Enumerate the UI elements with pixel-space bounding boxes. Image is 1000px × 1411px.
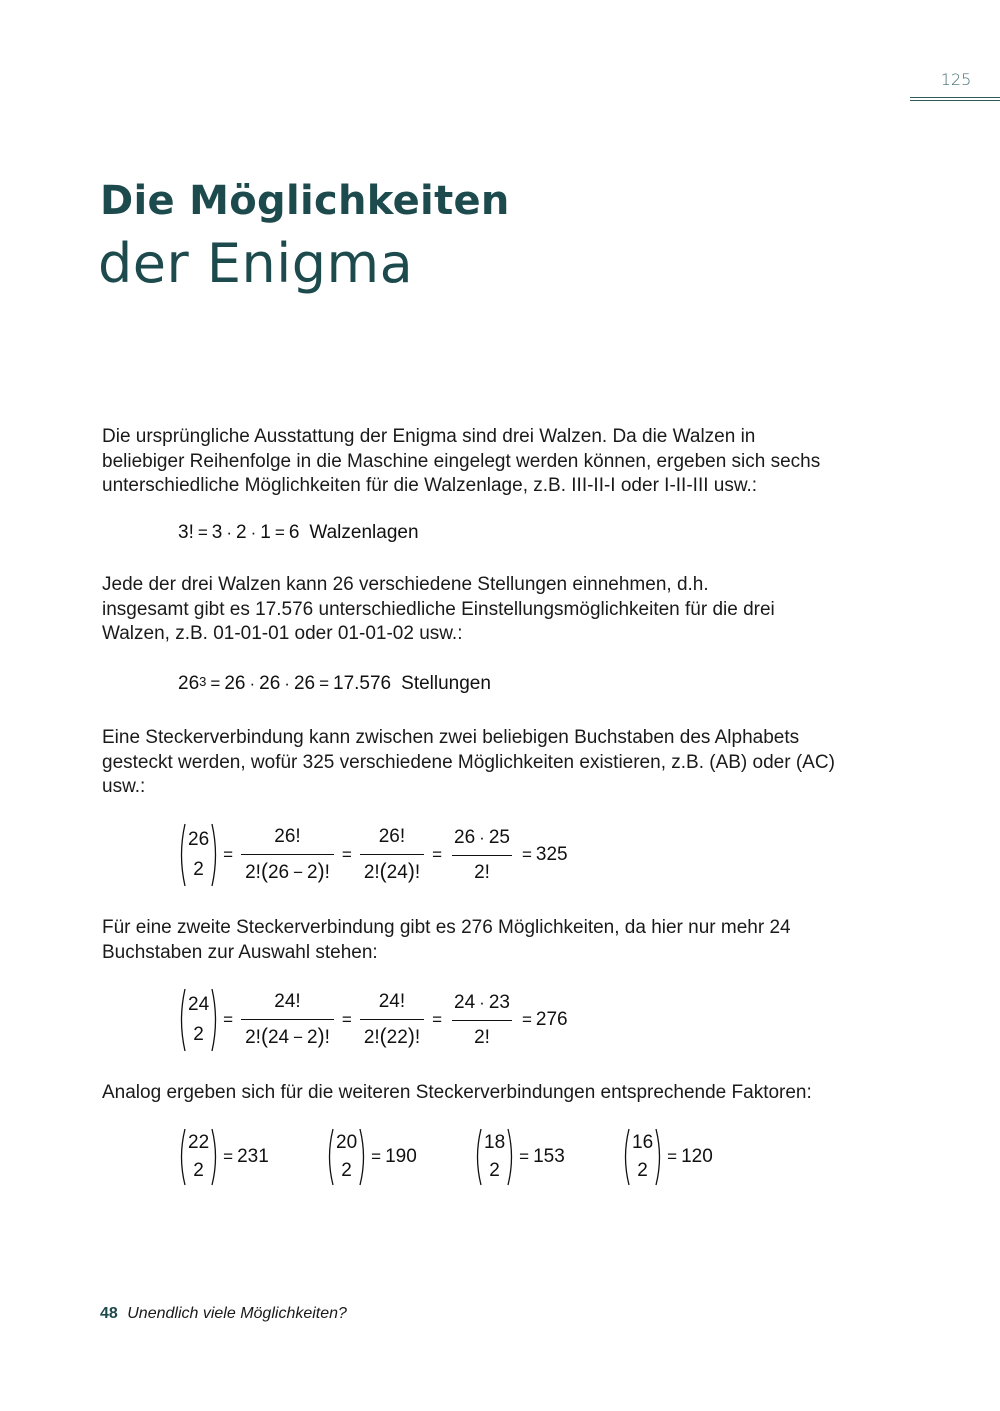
binomial-top: 16 — [632, 1132, 654, 1153]
formula-term: 26 — [178, 673, 200, 694]
fraction-denominator: 2!(26 − 2)! — [241, 854, 334, 888]
binomial-coefficient — [178, 988, 219, 1052]
fraction-denominator: 2!(24)! — [360, 854, 424, 888]
left-paren-icon — [622, 1128, 630, 1186]
binomial-bottom: 2 — [341, 1160, 352, 1181]
formula-stellungen — [178, 673, 491, 695]
binomial-result: 231 — [237, 1146, 269, 1167]
right-paren-icon — [507, 1128, 515, 1186]
binomial-result: 120 — [681, 1146, 713, 1167]
left-paren-icon — [326, 1128, 334, 1186]
formula-result: 276 — [535, 1009, 568, 1030]
binomial-top: 18 — [484, 1132, 506, 1153]
footer-page-number: 48 — [100, 1305, 118, 1322]
den-term: 24 — [386, 862, 408, 883]
fraction-denominator: 2! — [452, 1020, 512, 1053]
left-paren-icon — [178, 1128, 186, 1186]
formula-term: 1 — [260, 522, 271, 543]
formula-result: 6 — [288, 522, 300, 543]
equals-sign: = — [223, 845, 234, 864]
binomial-bottom: 2 — [637, 1160, 648, 1181]
equals-sign: = — [210, 674, 221, 693]
formula-term: 26 — [224, 673, 246, 694]
equals-sign: = — [341, 1010, 352, 1029]
page-number-rule-top — [910, 97, 1000, 98]
fraction-numerator: 26 · 25 — [454, 826, 510, 848]
product-term: 24 — [454, 991, 476, 1013]
equals-sign: = — [223, 1147, 234, 1166]
paragraph-line: gesteckt werden, wofür 325 verschiedene Möglichkeiten existieren, z.B. (AB) oder (AC) — [102, 751, 835, 773]
binomial-20 — [326, 1128, 474, 1186]
paragraph-steckerverbindung — [102, 726, 902, 800]
binomial-result: 153 — [533, 1146, 565, 1167]
binomial-top: 22 — [188, 1132, 210, 1153]
paragraph-line: usw.: — [102, 776, 146, 797]
fraction — [360, 822, 424, 888]
den-term: 2 — [307, 862, 318, 883]
fraction-denominator: 2!(22)! — [360, 1019, 424, 1053]
page-number-rule-bottom — [910, 100, 1000, 101]
binomial-bottom: 2 — [193, 1160, 204, 1181]
equals-sign: = — [519, 1147, 530, 1166]
paragraph-analog — [102, 1081, 902, 1106]
binomial-result: 190 — [385, 1146, 417, 1167]
equals-sign: = — [274, 523, 285, 542]
right-paren-icon — [655, 1128, 663, 1186]
multiply-dot: · — [250, 523, 257, 542]
binomial-bottom: 2 — [193, 859, 204, 880]
fraction-numerator: 26! — [378, 826, 406, 847]
fraction — [241, 987, 334, 1053]
den-term: 24 — [267, 1027, 290, 1048]
product-term: 23 — [488, 991, 510, 1013]
paragraph-line: Für eine zweite Steckerverbindung gibt es 276 Möglichkeiten, da hier nur mehr 24 — [102, 917, 791, 938]
fraction-denominator: 2! — [452, 855, 512, 888]
paragraph-line: Die ursprüngliche Ausstattung der Enigma sind drei Walzen. Da die Walzen in — [102, 426, 756, 447]
left-paren-icon — [474, 1128, 482, 1186]
den-factorial: 2! — [245, 1027, 261, 1048]
formula-term: 26 — [259, 673, 281, 694]
fraction — [450, 988, 514, 1053]
formula-term: 3 — [211, 522, 223, 543]
equals-sign: = — [521, 845, 532, 864]
den-factorial: 2! — [363, 1027, 380, 1048]
fraction — [450, 823, 514, 888]
paragraph-stellungen — [102, 573, 902, 647]
formula-term: 3! — [178, 522, 194, 543]
equals-sign: = — [319, 674, 330, 693]
binomial-top: 24 — [188, 994, 210, 1015]
multiply-dot: · — [284, 674, 290, 693]
equals-sign: = — [432, 845, 443, 864]
equals-sign: = — [521, 1010, 532, 1029]
fraction — [360, 987, 424, 1053]
formula-unit: Walzenlagen — [309, 522, 419, 543]
formula-binomial-24 — [178, 987, 568, 1053]
equals-sign: = — [432, 1010, 443, 1029]
paragraph-zweite-steckerverbindung — [102, 916, 902, 965]
formula-unit: Stellungen — [401, 673, 491, 694]
formula-binomial-26 — [178, 822, 568, 888]
fraction-numerator: 26! — [274, 826, 301, 847]
right-paren-icon — [211, 823, 219, 887]
formula-term: 2 — [236, 522, 247, 543]
paragraph-line: insgesamt gibt es 17.576 unterschiedliche Einstellungsmöglichkeiten für die drei — [102, 598, 775, 620]
binomial-bottom: 2 — [193, 1024, 204, 1045]
formula-row-binomials — [178, 1128, 713, 1186]
den-term: 22 — [386, 1027, 408, 1048]
paragraph-line: unterschiedliche Möglichkeiten für die Walzenlage, z.B. III-II-I oder I-II-III usw.: — [102, 475, 758, 496]
multiply-dot: · — [249, 674, 256, 693]
right-paren-icon — [211, 1128, 219, 1186]
paragraph-line: Jede der drei Walzen kann 26 verschiedene Stellungen einnehmen, d.h. — [102, 574, 709, 595]
equals-sign: = — [667, 1147, 678, 1166]
paragraph-line: Analog ergeben sich für die weiteren Steckerverbindungen entsprechende Faktoren: — [102, 1082, 812, 1103]
binomial-22 — [178, 1128, 326, 1186]
fraction-numerator: 24! — [274, 991, 301, 1012]
footer-chapter-title: Unendlich viele Möglichkeiten? — [127, 1305, 347, 1322]
binomial-16 — [622, 1128, 713, 1186]
den-factorial: 2! — [245, 862, 261, 883]
title-light: der Enigma — [98, 232, 414, 295]
page-number: 125 — [940, 70, 972, 89]
left-paren-icon — [178, 823, 186, 887]
binomial-top: 20 — [336, 1132, 358, 1153]
paragraph-line: Walzen, z.B. 01-01-01 oder 01-01-02 usw.: — [102, 623, 463, 644]
paragraph-line: Buchstaben zur Auswahl stehen: — [102, 941, 378, 963]
equals-sign: = — [223, 1010, 234, 1029]
paragraph-line: beliebiger Reihenfolge in die Maschine eingelegt werden können, ergeben sich sechs — [102, 450, 821, 472]
left-paren-icon — [178, 988, 186, 1052]
binomial-bottom: 2 — [489, 1160, 500, 1181]
binomial-coefficient — [178, 823, 219, 887]
fraction-denominator: 2!(24 − 2)! — [241, 1019, 334, 1053]
equals-sign: = — [371, 1147, 382, 1166]
den-term: 26 — [267, 862, 290, 883]
fraction-numerator: 24! — [378, 991, 406, 1012]
binomial-top: 26 — [188, 829, 210, 850]
fraction-numerator: 24 · 23 — [454, 991, 510, 1013]
formula-term: 26 — [293, 673, 316, 694]
multiply-dot: · — [226, 523, 233, 542]
equals-sign: = — [341, 845, 352, 864]
fraction — [241, 822, 334, 888]
right-paren-icon — [211, 988, 219, 1052]
product-term: 25 — [488, 826, 510, 848]
title-bold: Die Möglichkeiten — [100, 178, 510, 224]
binomial-18 — [474, 1128, 622, 1186]
formula-result: 325 — [535, 844, 568, 865]
footer — [100, 1305, 347, 1323]
paragraph-line: Eine Steckerverbindung kann zwischen zwei beliebigen Buchstaben des Alphabets — [102, 727, 800, 748]
product-term: 26 — [454, 826, 476, 848]
formula-walzenlagen — [178, 522, 419, 544]
paragraph-intro — [102, 425, 902, 499]
formula-result: 17.576 — [333, 673, 392, 694]
right-paren-icon — [359, 1128, 367, 1186]
equals-sign: = — [197, 523, 208, 542]
den-factorial: 2! — [363, 862, 380, 883]
formula-exponent: 3 — [199, 673, 207, 689]
den-term: 2 — [307, 1027, 318, 1048]
